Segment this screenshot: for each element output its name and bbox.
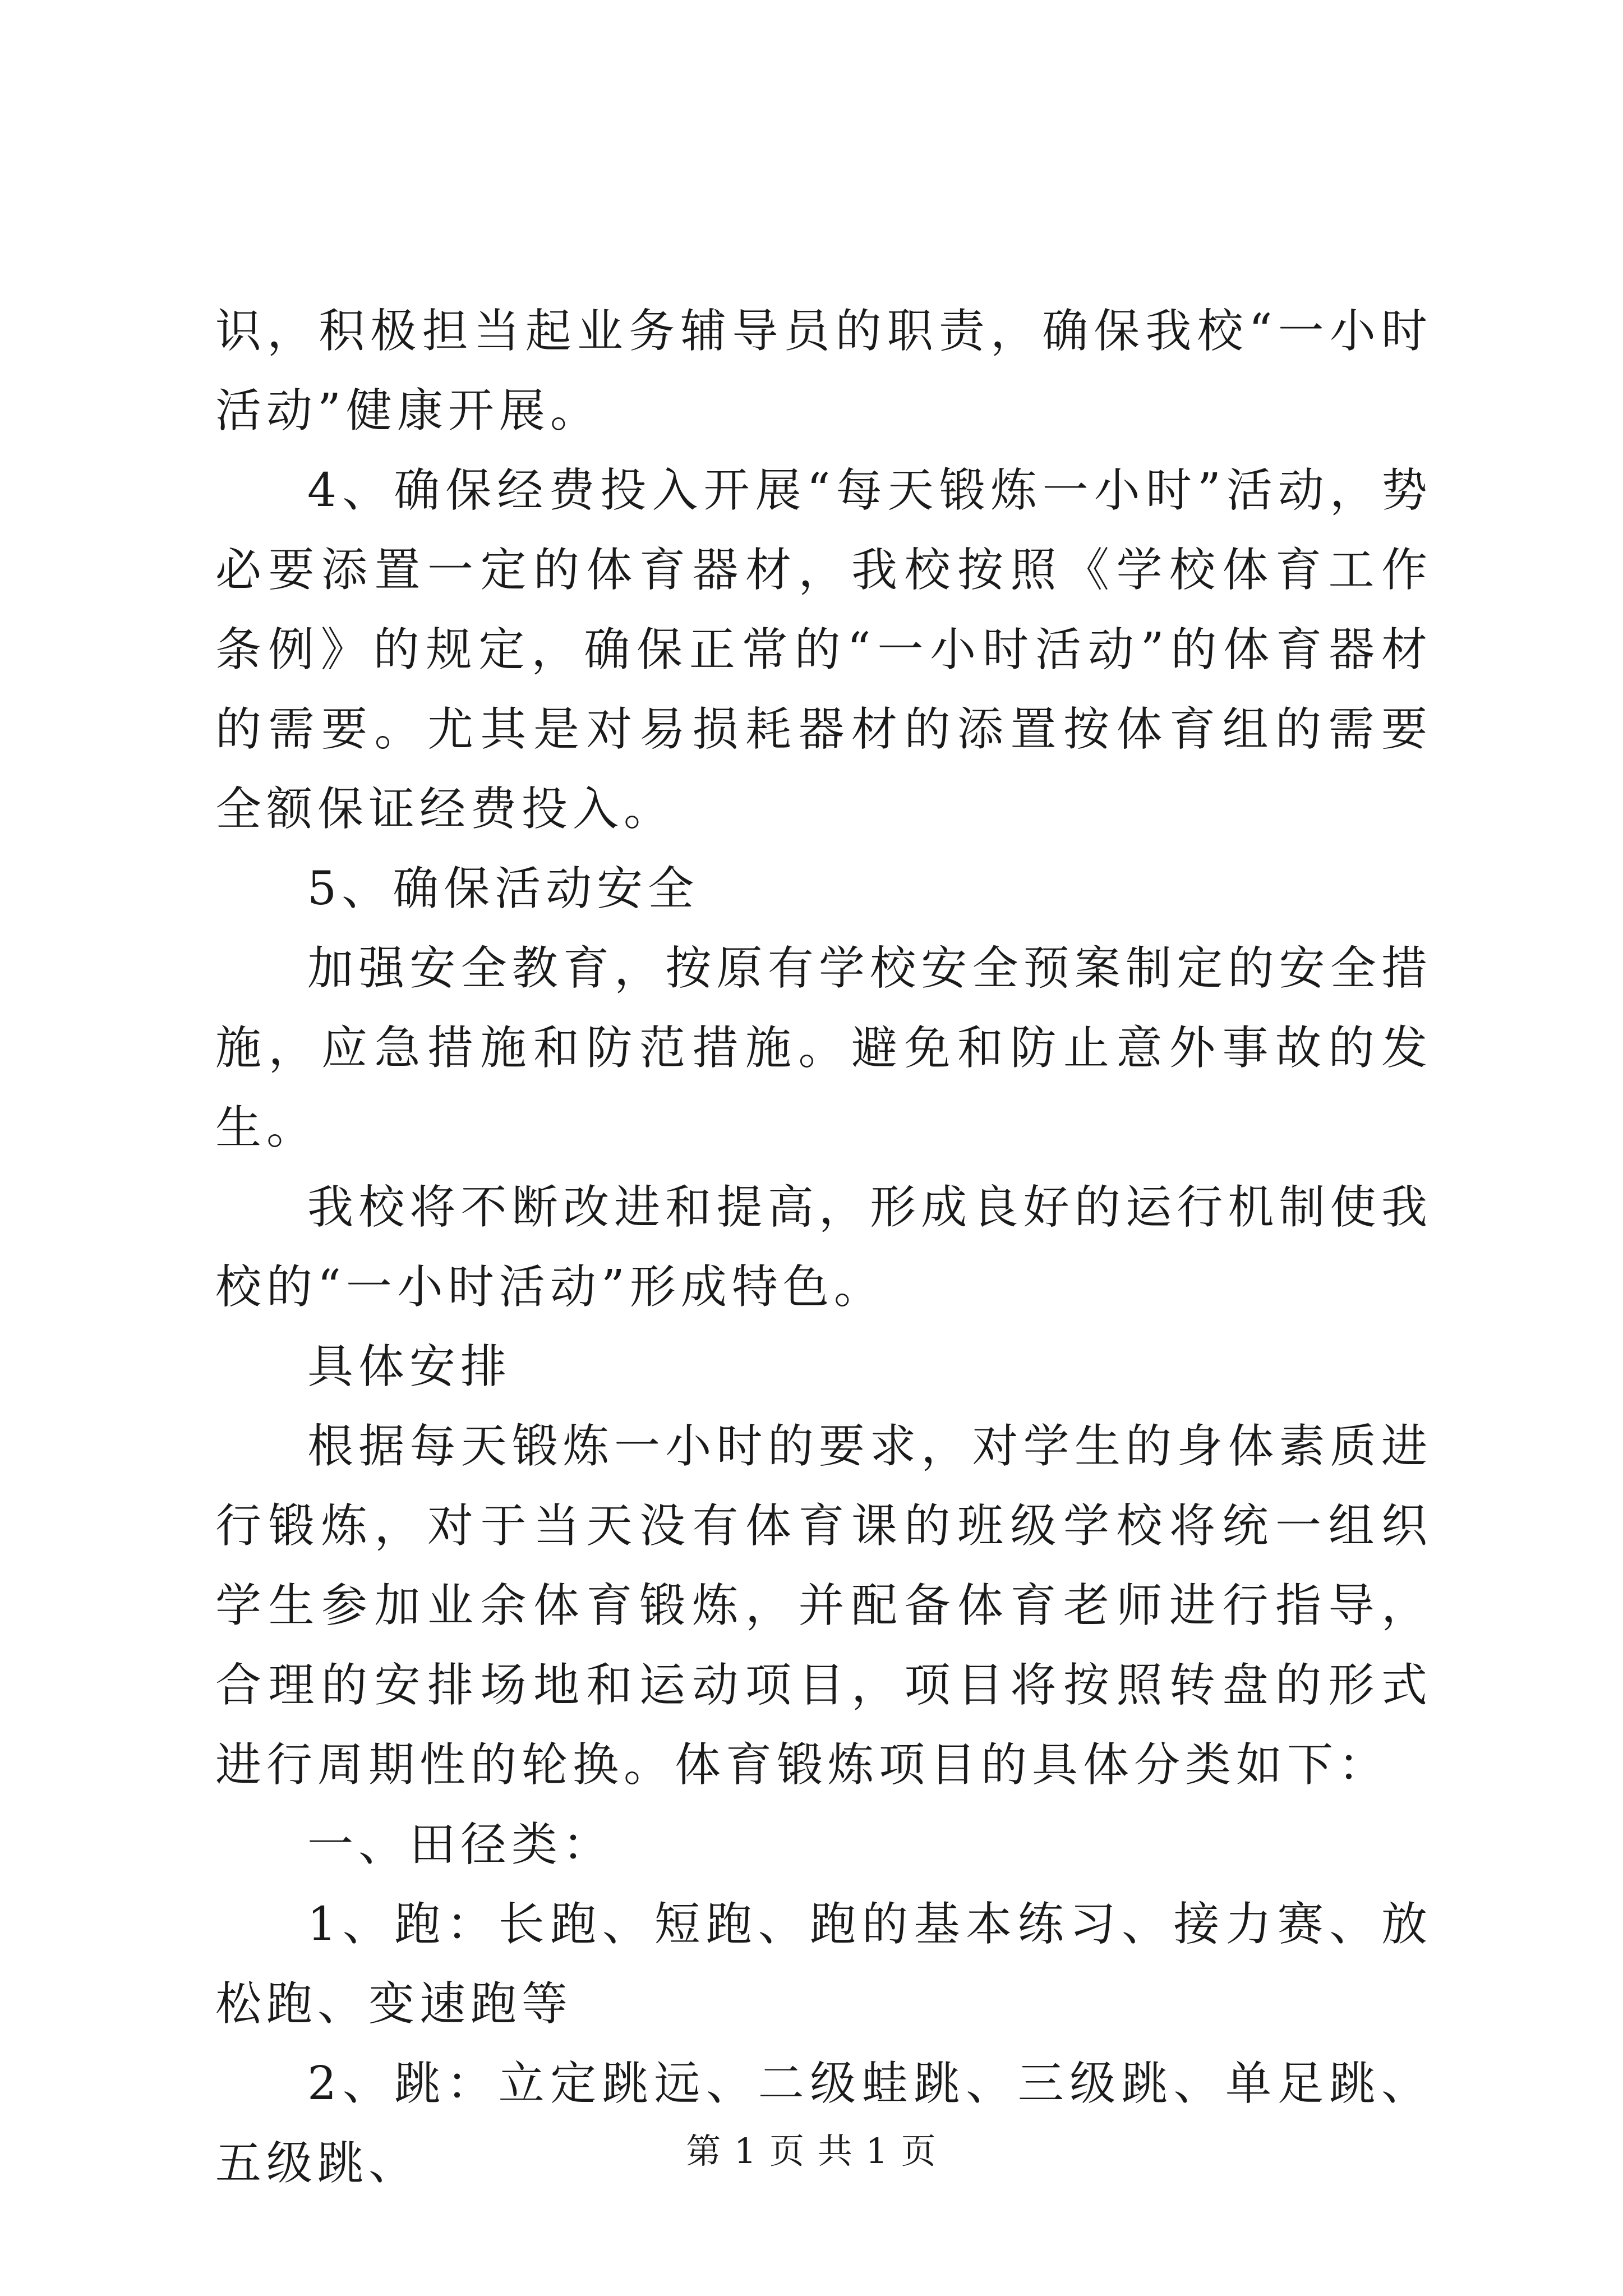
paragraph-4: 加强安全教育，按原有学校安全预案制定的安全措施，应急措施和防范措施。避免和防止意外事故的发生。 bbox=[215, 942, 1432, 1154]
page-footer: 第 1 页 共 1 页 bbox=[686, 2131, 937, 2171]
paragraph-9: 1、跑：长跑、短跑、跑的基本练习、接力赛、放松跑、变速跑等 bbox=[215, 1898, 1432, 2031]
paragraph-6: 具体安排 bbox=[307, 1340, 512, 1393]
document-body bbox=[215, 292, 1432, 2203]
paragraph-7: 根据每天锻炼一小时的要求，对学生的身体素质进行锻炼，对于当天没有体育课的班级学校将统一组织学生参加业余体育锻炼，并配备体育老师进行指导，合理的安排场地和运动项目，项目将按照转盘的形式进行周期性的轮换。体育锻炼项目的具体分类如下： bbox=[215, 1420, 1432, 1792]
paragraph-5: 我校将不断改进和提高，形成良好的运行机制使我校的“一小时活动”形成特色。 bbox=[215, 1181, 1432, 1314]
paragraph-3: 5、确保活动安全 bbox=[307, 862, 699, 915]
paragraph-8: 一、田径类： bbox=[307, 1818, 614, 1871]
paragraph-1: 识，积极担当起业务辅导员的职责，确保我校“一小时活动”健康开展。 bbox=[215, 305, 1432, 438]
paragraph-2: 4、确保经费投入开展“每天锻炼一小时”活动，势必要添置一定的体育器材，我校按照《学校体育工作条例》的规定，确保正常的“一小时活动”的体育器材的需要。尤其是对易损耗器材的添置按体育组的需要全额保证经费投入。 bbox=[215, 464, 1432, 836]
paragraph-10: 2、跳：立定跳远、二级蛙跳、三级跳、单足跳、五级跳、 bbox=[215, 2057, 1432, 2190]
